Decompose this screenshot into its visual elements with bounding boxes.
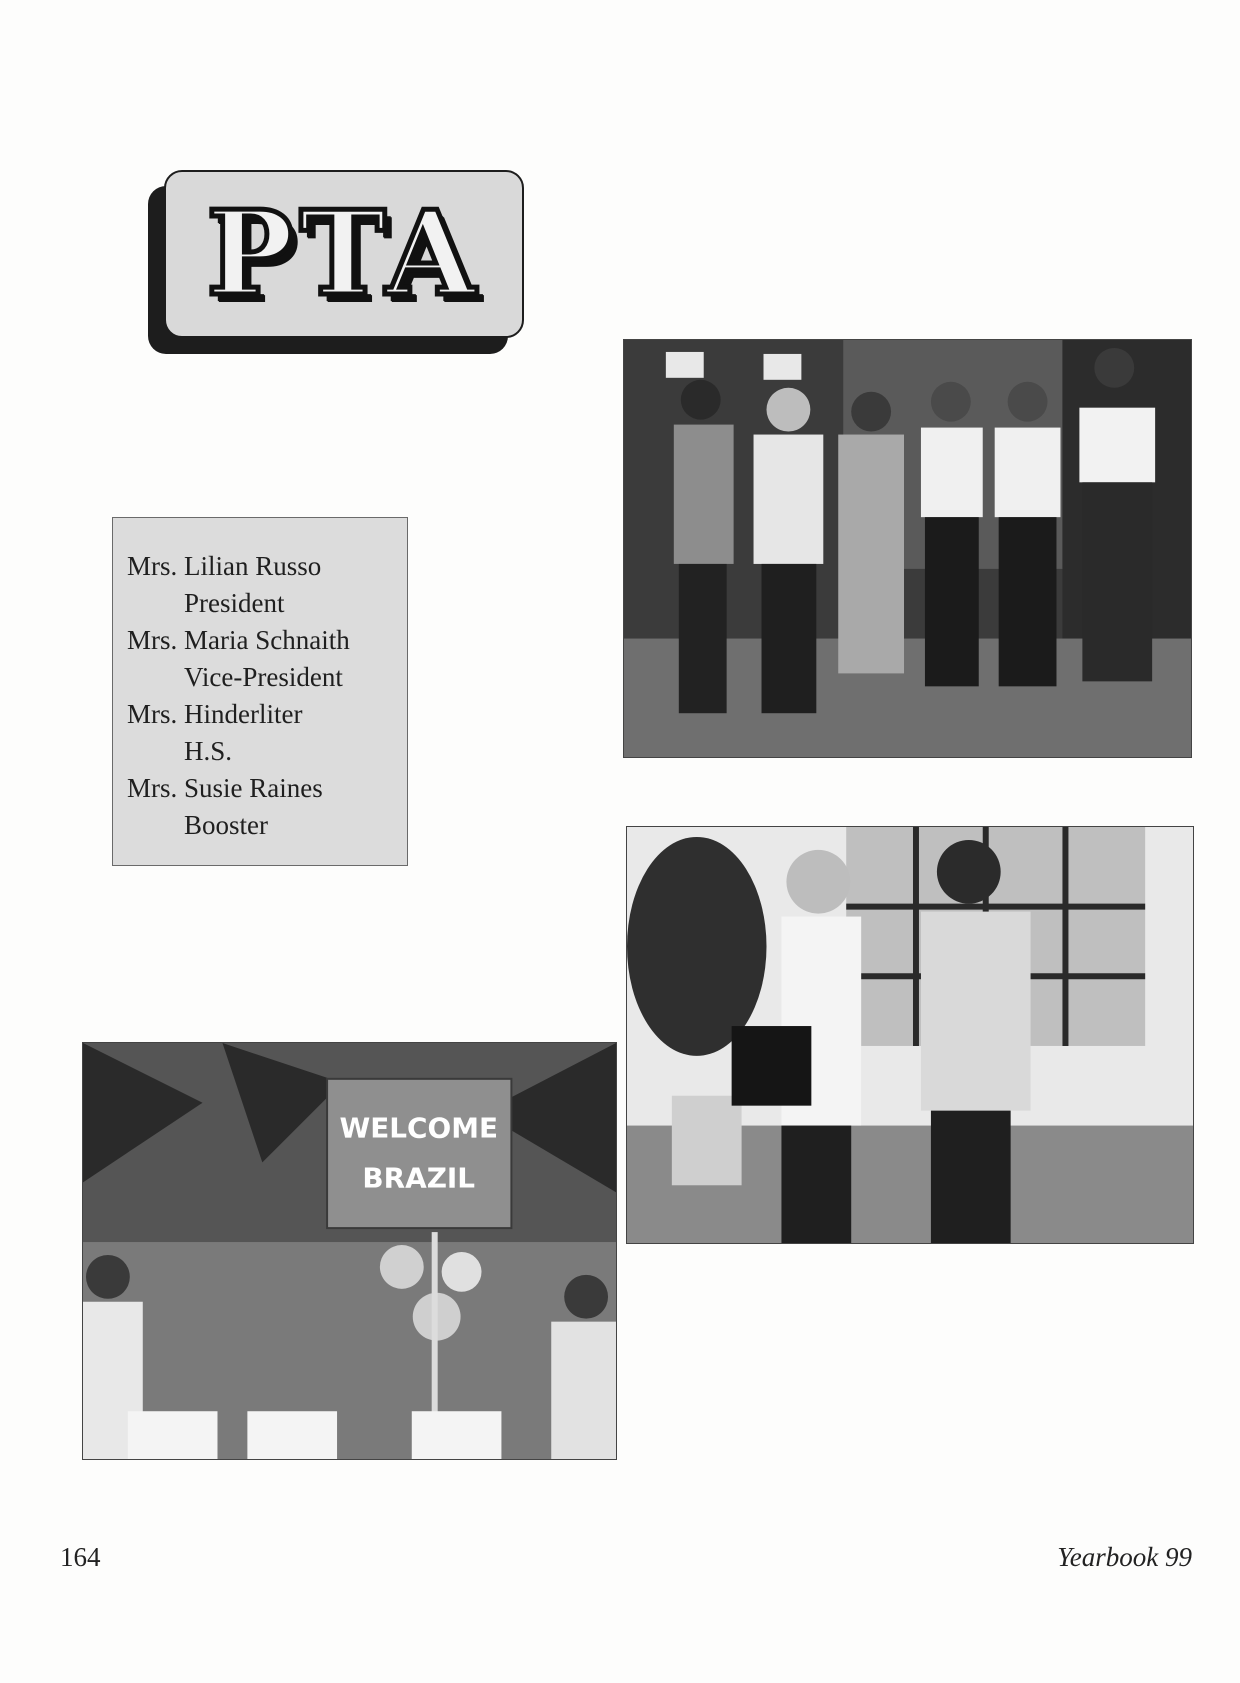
publication-title: Yearbook 99 xyxy=(1057,1542,1192,1572)
officer-role: H.S. xyxy=(184,736,233,766)
group-photo-image xyxy=(624,340,1191,757)
page-title: PTA xyxy=(206,186,482,322)
pta-title-badge xyxy=(148,170,528,358)
officer-name: Mrs. Hinderliter xyxy=(127,699,303,729)
welcome-brazil-photo-image xyxy=(83,1043,616,1459)
welcome-sign-line1: WELCOME xyxy=(339,1111,499,1145)
officer-name: Mrs. Susie Raines xyxy=(127,773,323,803)
officer-name: Mrs. Lilian Russo xyxy=(127,551,322,581)
welcome-sign-line2: BRAZIL xyxy=(362,1161,476,1195)
conversation-photo xyxy=(626,826,1194,1244)
welcome-brazil-photo xyxy=(82,1042,617,1460)
officer-role: President xyxy=(184,588,285,618)
officer-role: Booster xyxy=(184,810,268,840)
officer-role: Vice-President xyxy=(184,662,343,692)
officer-name: Mrs. Maria Schnaith xyxy=(127,625,350,655)
officers-list xyxy=(127,548,407,844)
group-photo xyxy=(623,339,1192,758)
conversation-photo-image xyxy=(627,827,1193,1243)
officers-box xyxy=(112,517,408,866)
title-badge-plate xyxy=(164,170,524,338)
page-number: 164 xyxy=(60,1542,101,1572)
